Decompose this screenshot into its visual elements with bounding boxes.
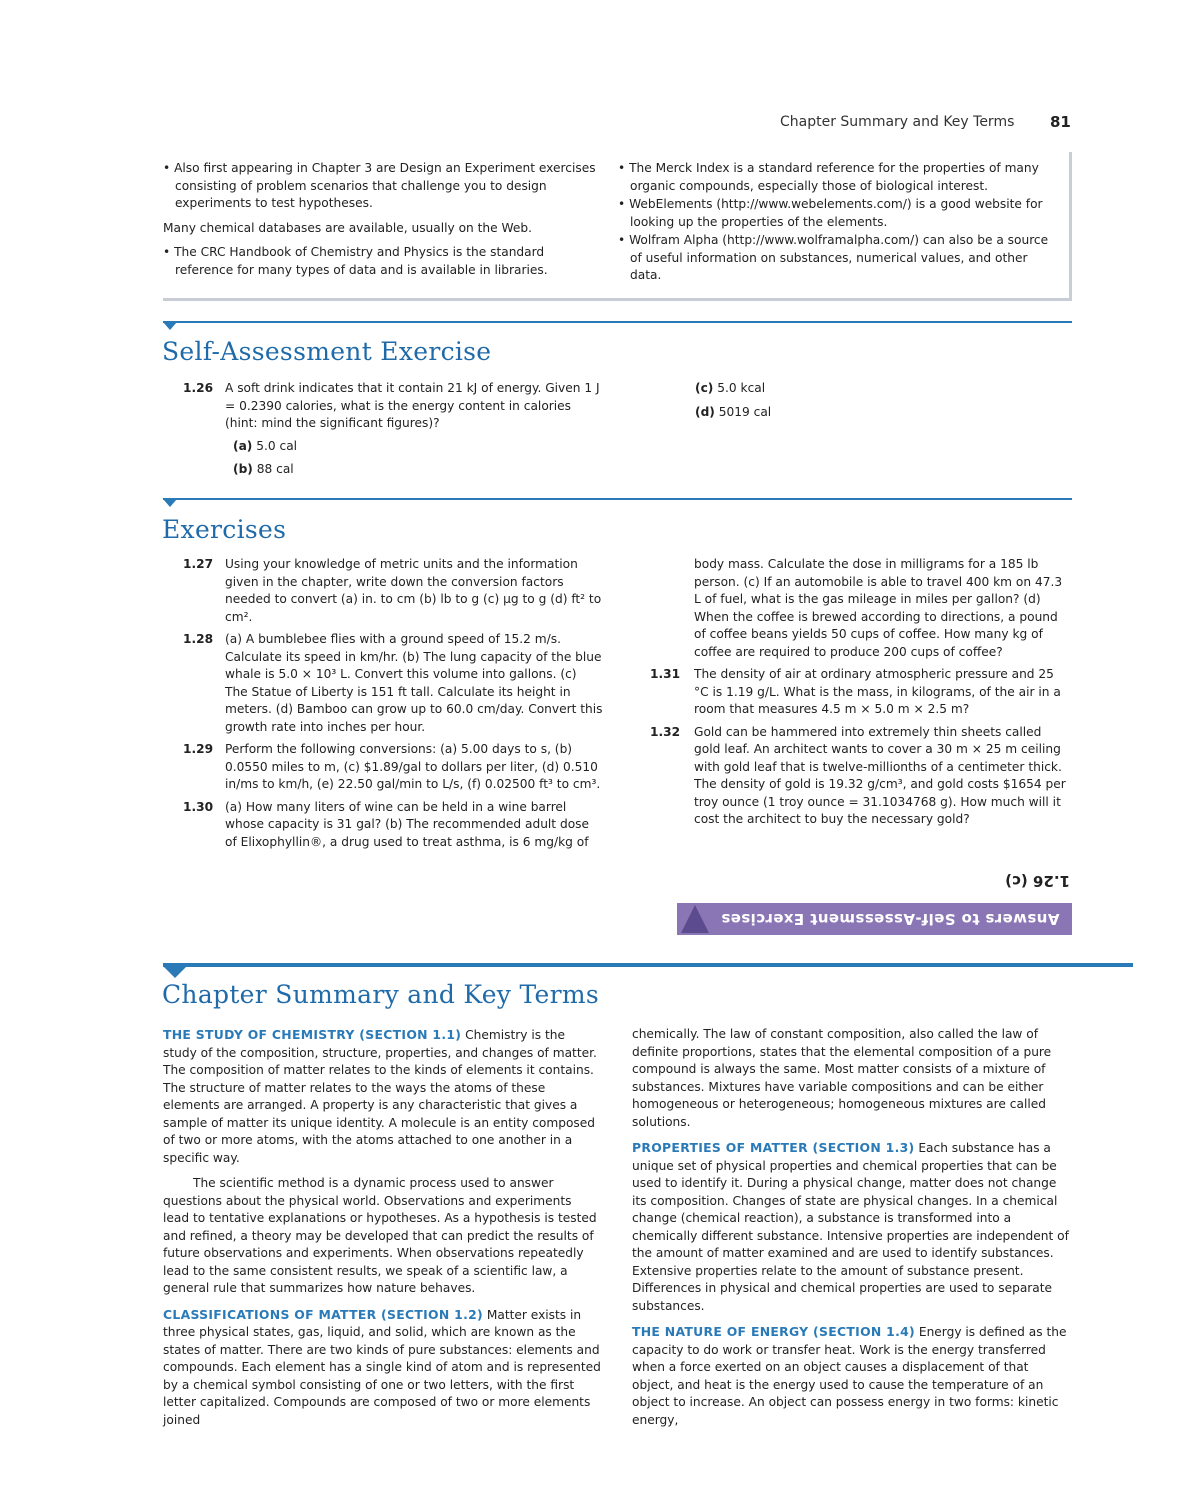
bullet-item: • The Merck Index is a standard reference for the properties of many organic compounds, especially those of biological interest. (618, 161, 1039, 193)
summary-heading: THE STUDY OF CHEMISTRY (SECTION 1.1) (163, 1027, 462, 1042)
exercise-number: 1.31 (650, 667, 681, 681)
exercise-text: A soft drink indicates that it contain 21 kJ of energy. Given 1 J = 0.2390 calories, what is the energy content in calories (hint: mind the significant figures)? (225, 381, 600, 430)
triangle-icon (681, 905, 709, 933)
exercise-text: The density of air at ordinary atmospheric pressure and 25 °C is 1.19 g/L. What is the mass, in kilograms, of the air in a room that measures 4.5 m × 5.0 m × 2.5 m? (694, 667, 1061, 716)
summary-left-column (163, 1026, 601, 1437)
summary-paragraph: CLASSIFICATIONS OF MATTER (SECTION 1.2) Matter exists in three physical states, gas, liquid, and solid, which are known as the states of matter. There are two kinds of pure substances: elements and compounds. Each element has a single kind of atom and is represented by a chemical symbol consisting of one or two letters, with the first letter capitalized. Compounds are composed of two or more elements joined (163, 1306, 601, 1427)
section-rule (163, 498, 1072, 500)
summary-paragraph: PROPERTIES OF MATTER (SECTION 1.3) Each substance has a unique set of physical properties and chemical properties that can be used to identify it. During a physical change, matter does not change its composition. Changes of state are physical changes. In a chemical change (chemical reaction), a substance is transformed into a chemically different substance. Intensive properties are independent of the amount of matter examined and are used to identify substances. Extensive properties relate to the amount of substance present. Differences in physical and chemical properties are used to separate substances. (632, 1140, 1069, 1313)
exercises-title: Exercises (162, 515, 287, 544)
section-rule-tab (163, 499, 177, 507)
summary-heading: CLASSIFICATIONS OF MATTER (SECTION 1.2) (163, 1306, 483, 1322)
answers-banner-label: Answers to Self-Assessment Exercises (721, 910, 1060, 928)
summary-title: Chapter Summary and Key Terms (162, 980, 599, 1009)
section-rule-tab (163, 322, 177, 330)
option-d: (d) 5019 cal (695, 404, 772, 419)
section-rule (163, 321, 1072, 323)
option-a: (a) 5.0 cal (233, 438, 298, 453)
exercise-number: 1.32 (650, 724, 681, 739)
exercise-number: 1.28 (183, 632, 214, 646)
databases-right-column (618, 160, 1058, 292)
self-assessment-question (163, 380, 603, 485)
exercise-text: Using your knowledge of metric units and the information given in the chapter, write down the conversion factors needed to convert (a) in. to cm (b) lb to g (c) μg to g (d) ft² to cm². (225, 557, 602, 624)
summary-heading: THE NATURE OF ENERGY (SECTION 1.4) (632, 1324, 915, 1339)
summary-right-column (632, 1026, 1070, 1437)
exercise-text: (a) How many liters of wine can be held in a wine barrel whose capacity is 31 gal? (b) The recommended adult dose of Elixophyllin®, a drug used to treat asthma, is 6 mg/kg of (225, 799, 590, 849)
bullet-item: • Wolfram Alpha (http://www.wolframalpha.com/) can also be a source of useful information on substances, numerical values, and other data. (618, 233, 1049, 282)
page-number: 81 (1050, 113, 1071, 131)
summary-paragraph: The scientific method is a dynamic process used to answer questions about the physical world. Observations and experiments lead to tentative explanations or hypotheses. As a hypothesis is tested and refined, a theory may be developed that can predict the results of future observations and experiments. When observations repeatedly lead to the same consistent results, we speak of a scientific law, a general rule that summarizes how nature behaves. (163, 1176, 597, 1295)
bullet-item: • Also first appearing in Chapter 3 are Design an Experiment exercises consisting of problem scenarios that challenge you to design experiments to test hypotheses. (163, 161, 596, 210)
exercise-number: 1.29 (183, 742, 214, 756)
running-header: Chapter Summary and Key Terms (780, 114, 1015, 130)
exercise-number: 1.26 (183, 381, 214, 395)
self-assessment-title: Self-Assessment Exercise (162, 337, 492, 366)
summary-paragraph: THE STUDY OF CHEMISTRY (SECTION 1.1) Chemistry is the study of the composition, structure, properties, and changes of matter. The composition of matter relates to the kinds of elements it contains. The structure of matter relates to the ways the atoms of these elements are arranged. A property is any characteristic that gives a sample of matter its unique identity. A molecule is an entity composed of two or more atoms, with the atoms attached to one another in a specific way. (163, 1027, 597, 1165)
exercises-right-column (630, 556, 1070, 834)
self-assessment-options-right (695, 380, 995, 421)
summary-paragraph: chemically. The law of constant composition, also called the law of definite proportions, states that the elemental composition of a pure compound is always the same. Most matter consists of a mixture of substances. Mixtures have variable compositions and can be either homogeneous or heterogeneous; homogeneous mixtures are called solutions. (632, 1027, 1052, 1129)
exercise-number: 1.30 (183, 799, 214, 814)
exercise-text: Gold can be hammered into extremely thin sheets called gold leaf. An architect wants to cover a 30 m × 25 m ceiling with gold leaf that is twelve-millionths of a centimeter thick. The density of gold is 19.32 g/cm³, and gold costs $1654 per troy ounce (1 troy ounce = 31.1034768 g). How much will it cost the architect to buy the necessary gold? (694, 724, 1066, 826)
section-rule (163, 963, 1133, 967)
exercise-number: 1.27 (183, 557, 214, 571)
exercise-text: (a) A bumblebee flies with a ground speed of 15.2 m/s. Calculate its speed in km/hr. (b) The lung capacity of the blue whale is 5.0 × 10³ L. Convert this volume into gallons. (c) The Statue of Liberty is 151 ft tall. Calculate its height in meters. (d) Bamboo can grow up to 60.0 cm/day. Convert this growth rate into inches per hour. (225, 632, 603, 734)
databases-intro: Many chemical databases are available, usually on the Web. (163, 220, 532, 235)
exercises-left-column (163, 556, 603, 856)
section-rule-tab (163, 966, 187, 978)
summary-heading: PROPERTIES OF MATTER (SECTION 1.3) (632, 1140, 915, 1155)
option-c: (c) 5.0 kcal (695, 381, 766, 395)
bullet-item: • The CRC Handbook of Chemistry and Physics is the standard reference for many types of data and is available in libraries. (163, 245, 548, 277)
answers-banner (677, 903, 1072, 935)
option-b: (b) 88 cal (233, 462, 294, 476)
databases-left-column (163, 160, 603, 286)
bullet-item: • WebElements (http://www.webelements.com/) is a good website for looking up the properties of the elements. (618, 197, 1043, 229)
summary-paragraph: THE NATURE OF ENERGY (SECTION 1.4) Energy is defined as the capacity to do work or transfer heat. Work is the energy transferred when a force exerted on an object causes a displacement of that object, and heat is the energy used to cause the temperature of an object to increase. An object can possess energy in two forms: kinetic energy, (632, 1324, 1067, 1427)
answer-text: 1.26 (c) (1005, 872, 1070, 890)
exercise-continuation: body mass. Calculate the dose in milligrams for a 185 lb person. (c) If an automobile is able to travel 400 km on 47.3 L of fuel, what is the gas mileage in miles per gallon? (d) When the coffee is brewed according to directions, a pound of coffee beans yields 50 cups of coffee. How many kg of coffee are required to produce 200 cups of coffee? (694, 557, 1063, 659)
exercise-text: Perform the following conversions: (a) 5.00 days to s, (b) 0.0550 miles to m, (c) $1.89/gal to dollars per liter, (d) 0.510 in/ms to km/h, (e) 22.50 gal/min to L/s, (f) 0.02500 ft³ to cm³. (225, 742, 601, 791)
